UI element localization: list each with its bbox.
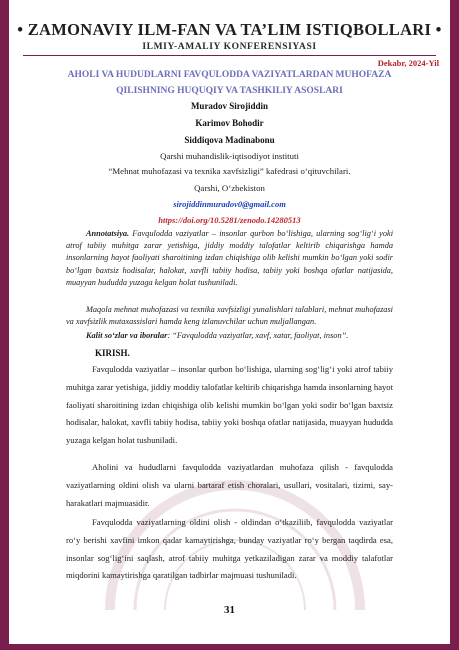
conference-header [9, 0, 450, 64]
page-frame-right [450, 0, 459, 650]
section-heading: KIRISH. [95, 348, 130, 358]
page-frame-left [0, 0, 9, 650]
abstract-label: Annotatsiya. [86, 229, 130, 238]
article-title-line-2: QILISHNING HUQUQIY VA TASHKILIY ASOSLARI [116, 86, 343, 96]
doi-link[interactable]: https://doi.org/10.5281/zenodo.14280513 [158, 215, 301, 225]
keywords-text: : “Favqulodda vaziyatlar, xavf, xatar, faoliyat, inson”. [167, 331, 349, 340]
issue-date: Dekabr, 2024-Yil [377, 58, 439, 68]
author-name: Karimov Bohodir [195, 118, 264, 128]
page-frame-bottom [0, 644, 459, 650]
keywords-label: Kalit so‘zlar va iboralar [86, 331, 168, 340]
affiliation-department: “Mehnat muhofazasi va texnika xavfsizligi” kafedrasi o‘qituvchilari. [108, 166, 351, 176]
affiliation-institute: Qarshi muhandislik-iqtisodiyot instituti [160, 151, 299, 161]
body-paragraph: Favqulodda vaziyatlar – insonlar qurbon bo‘lishiga, ularning sog‘lig‘i yoki atrof tabiiy muhitga zarar yetishiga, jiddiy moddiy talofatlar keltirib chiqarishga hamda insonlarning hayot faoliyati sharoitining izdan chiqishiga olib kelishi mumkin bo‘lgan yoki sodir bo‘lgan baxtsiz hodisalar, halokat, xavfli tabiiy hodisa, tabiiy yoki boshqa ofatlar natijasida, muayyan hududda yuzaga kelgan holat tushuniladi. [66, 364, 393, 446]
header-divider [23, 55, 436, 56]
conference-subtitle: ILMIY-AMALIY KONFERENSIYASI [142, 42, 317, 52]
conference-title: • ZAMONAVIY ILM-FAN VA TA’LIM ISTIQBOLLARI • [17, 20, 442, 39]
abstract-paragraph [66, 228, 393, 289]
keywords-line [66, 330, 393, 342]
page-number: 31 [224, 604, 235, 616]
author-name: Siddiqova Madinabonu [184, 135, 275, 145]
article-title [40, 67, 419, 99]
author-name: Muradov Sirojiddin [190, 101, 269, 111]
body-paragraph: Aholini va hududlarni favqulodda vaziyatlardan muhofaza qilish - favqulodda vaziyatlarning oldini olish va ularni bartaraf etish choralari, usullari, vositalari, tizimi, say-harakatlari majmuasidir. [66, 462, 393, 508]
body-paragraph: Favqulodda vaziyatlarning oldini olish - oldindan o‘tkaziliib, favqulodda vaziyatlar ro‘y berishi xavfini imkon qadar kamaytirishga, bunday vaziyatlar ro‘y bergan taqdirda esa, insonlar sog‘lig‘ini saqlash, atrof tabiiy muhitga yetkaziladigan zarar va moddiy talafotlar miqdorini kamaytirishga qaratilgan tadbirlar majmuasi tushuniladi. [66, 517, 393, 581]
abstract-purpose: Maqola mehnat muhofazasi va texnika xavfsizligi yunalishlari talablari, mehnat muhofazasi va xavfsizlik mutaxassislari hamda keng izlanuvchilar uchun muljallangan. [66, 305, 393, 327]
article-title-line-1: AHOLI VA HUDUDLARNI FAVQULODDA VAZIYATLARDAN MUHOFAZA [67, 70, 392, 80]
abstract-text: Favqulodda vaziyatlar – insonlar qurbon bo‘lishiga, ularning sog‘lig‘i yoki atrof tabiiy muhitga zarar yetishiga, jiddiy moddiy talofatlar keltirib chiqarishga hamda insonlarning hayot faoliyati sharoitining izdan chiqishiga olib kelishi mumkin bo‘lgan yoki sodir bo‘lgan baxtsiz hodisalar, halokat, xavfli tabiiy hodisa, tabiiy yoki boshqa ofatlar natijasida, muayyan hududda yuzaga kelgan holat tushuniladi. [66, 229, 393, 287]
author-email-link[interactable]: sirojiddinmuradov0@gmail.com [173, 199, 286, 209]
author-location: Qarshi, O‘zbekiston [194, 183, 265, 193]
